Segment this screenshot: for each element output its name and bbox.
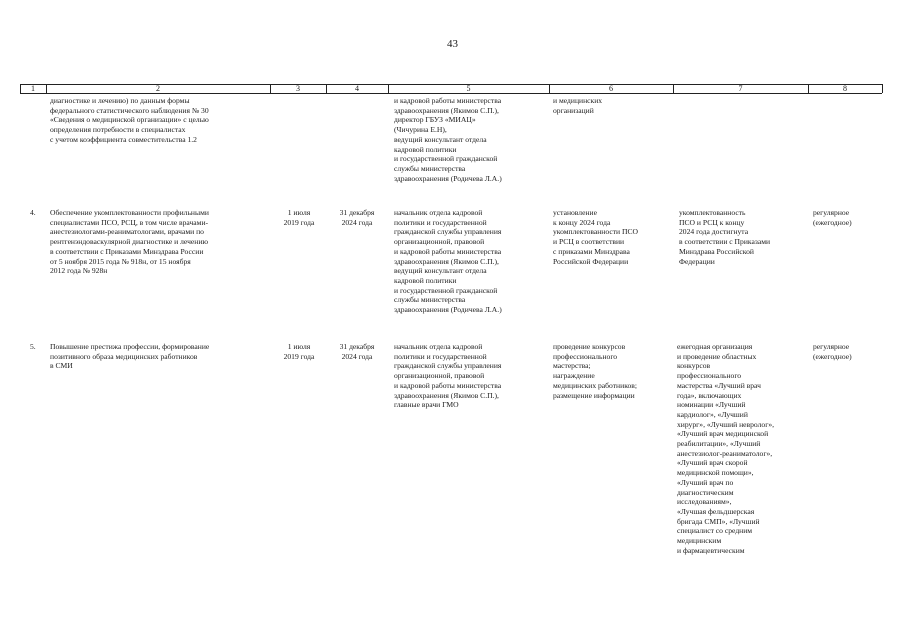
start-date-cell: 1 июля 2019 года bbox=[283, 208, 315, 227]
indicator-cell: укомплектованность ПСО и РСЦ к концу 2024 года достигнута в соответствии с Приказами Минздрава Российской Федерации bbox=[679, 208, 771, 266]
header-col-6: 6 bbox=[609, 84, 613, 93]
task-cell: диагностике и лечению) по данным формы федерального статистического наблюдения № 30 «Сведения о медицинской организации» с целью определения потребности в специалистах с учетом коэффициента совместительства 1.2 bbox=[50, 96, 209, 144]
row-number: 4. bbox=[30, 208, 36, 217]
header-col-1: 1 bbox=[31, 84, 35, 93]
page-number: 43 bbox=[447, 38, 458, 50]
header-col-3: 3 bbox=[296, 84, 300, 93]
indicator-cell: ежегодная организация и проведение областных конкурсов профессионального мастерства «Лучший врач года», включающих номинации «Лучший кардиолог», «Лучший хирург», «Лучший невролог», «Лучший врач медицинской реабилитации», «Лучший анестезиолог-реаниматолог», «Лучший врач скорой медицинской помощи», «Лучший врач по диагностическим исследованиям», «Лучшая фельдшерская бригада СМП», «Лучший специалист со средним медицинским и фармацевтическим bbox=[677, 342, 775, 555]
result-cell: и медицинских организаций bbox=[553, 96, 603, 115]
result-cell: установление к концу 2024 года укомплектованности ПСО и РСЦ в соответствии с приказами Минздрава Российской Федерации bbox=[553, 208, 639, 266]
responsible-cell: начальник отдела кадровой политики и государственной гражданской службы управления организационной, правовой и кадровой работы министерства здравоохранения (Якимов С.П.), ведущий консультант отдела кадровой политики и государственной гражданской службы министерства здравоохранения (Родичева Л.А.) bbox=[394, 208, 502, 315]
type-cell: регулярное (ежегодное) bbox=[813, 342, 852, 361]
header-divider bbox=[882, 84, 883, 93]
end-date-cell: 31 декабря 2024 года bbox=[339, 208, 375, 227]
responsible-cell: начальник отдела кадровой политики и государственной гражданской службы управления организационной, правовой и кадровой работы министерства здравоохранения (Якимов С.П.), главные врачи ГМО bbox=[394, 342, 502, 410]
header-col-4: 4 bbox=[355, 84, 359, 93]
end-date-cell: 31 декабря 2024 года bbox=[339, 342, 375, 361]
row-number: 5. bbox=[30, 342, 36, 351]
result-cell: проведение конкурсов профессионального мастерства; награждение медицинских работников; размещение информации bbox=[553, 342, 637, 400]
header-col-2: 2 bbox=[156, 84, 160, 93]
header-col-7: 7 bbox=[738, 84, 743, 93]
start-date-cell: 1 июля 2019 года bbox=[283, 342, 315, 361]
task-cell: Повышение престижа профессии, формирование позитивного образа медицинских работников в СМИ bbox=[50, 342, 210, 371]
type-cell: регулярное (ежегодное) bbox=[813, 208, 852, 227]
task-cell: Обеспечение укомплектованности профильными специалистами ПСО, РСЦ, в том числе врачами- анестезиологами-реаниматологами, врачами по рентгенэндоваскулярной диагностике и лечению в соответствии с Приказами Минздрава России от 5 ноября 2015 года № 918н, от 15 ноября 2012 года № 928н bbox=[50, 208, 209, 276]
header-col-5: 5 bbox=[466, 84, 471, 93]
responsible-cell: и кадровой работы министерства здравоохранения (Якимов С.П.), директор ГБУЗ «МИАЦ» (Чичурина Е.Н), ведущий консультант отдела кадровой политики и государственной гражданской службы министерства здравоохранения (Родичева Л.А.) bbox=[394, 96, 502, 183]
header-col-8: 8 bbox=[843, 84, 847, 93]
